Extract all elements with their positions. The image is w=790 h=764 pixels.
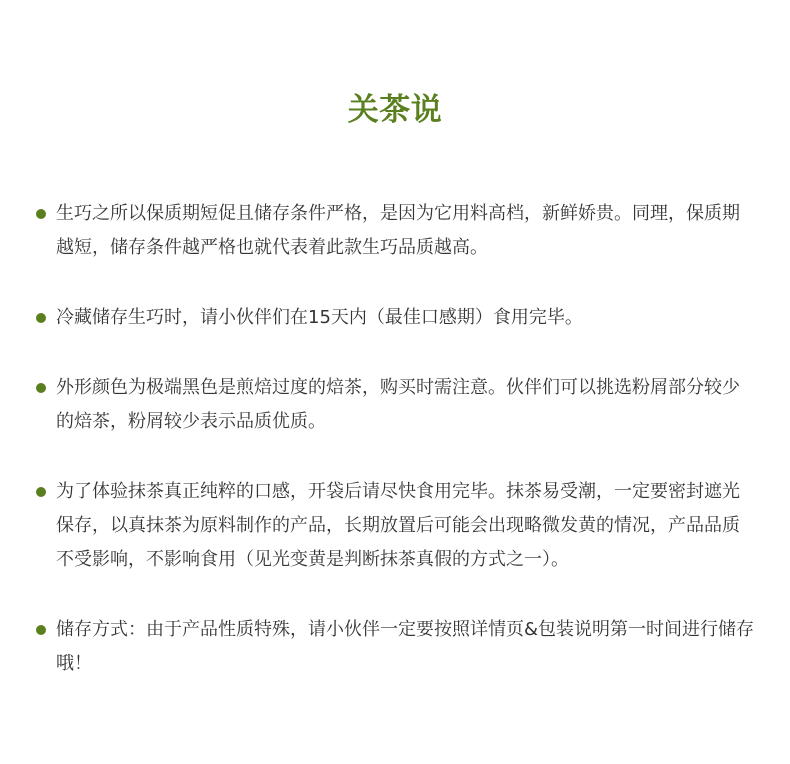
- list-item: [36, 613, 756, 681]
- bullet-dot-icon: [36, 625, 46, 635]
- page-title: 关茶说: [347, 92, 443, 128]
- bullet-dot-icon: [36, 383, 46, 393]
- note-text: 储存方式：由于产品性质特殊，请小伙伴一定要按照详情页&包装说明第一时间进行储存哦！: [56, 619, 755, 674]
- notes-list: [36, 197, 756, 681]
- list-item: [36, 197, 756, 265]
- note-text: 为了体验抹茶真正纯粹的口感，开袋后请尽快食用完毕。抹茶易受潮，一定要密封遮光保存，以真抹茶为原料制作的产品，长期放置后可能会出现略微发黄的情况，产品品质不受影响，不影响食用（见光变黄是判断抹茶真假的方式之一）。: [56, 481, 740, 570]
- list-item: [36, 371, 756, 439]
- bullet-dot-icon: [36, 209, 46, 219]
- note-text: 外形颜色为极端黑色是煎焙过度的焙茶，购买时需注意。伙伴们可以挑选粉屑部分较少的焙茶，粉屑较少表示品质优质。: [56, 377, 740, 432]
- bullet-dot-icon: [36, 487, 46, 497]
- bullet-dot-icon: [36, 313, 46, 323]
- list-item: [36, 301, 756, 335]
- note-text: 冷藏储存生巧时，请小伙伴们在15天内（最佳口感期）食用完毕。: [56, 307, 583, 328]
- list-item: [36, 475, 756, 577]
- note-text: 生巧之所以保质期短促且储存条件严格，是因为它用料高档，新鲜娇贵。同理，保质期越短，储存条件越严格也就代表着此款生巧品质越高。: [56, 203, 740, 258]
